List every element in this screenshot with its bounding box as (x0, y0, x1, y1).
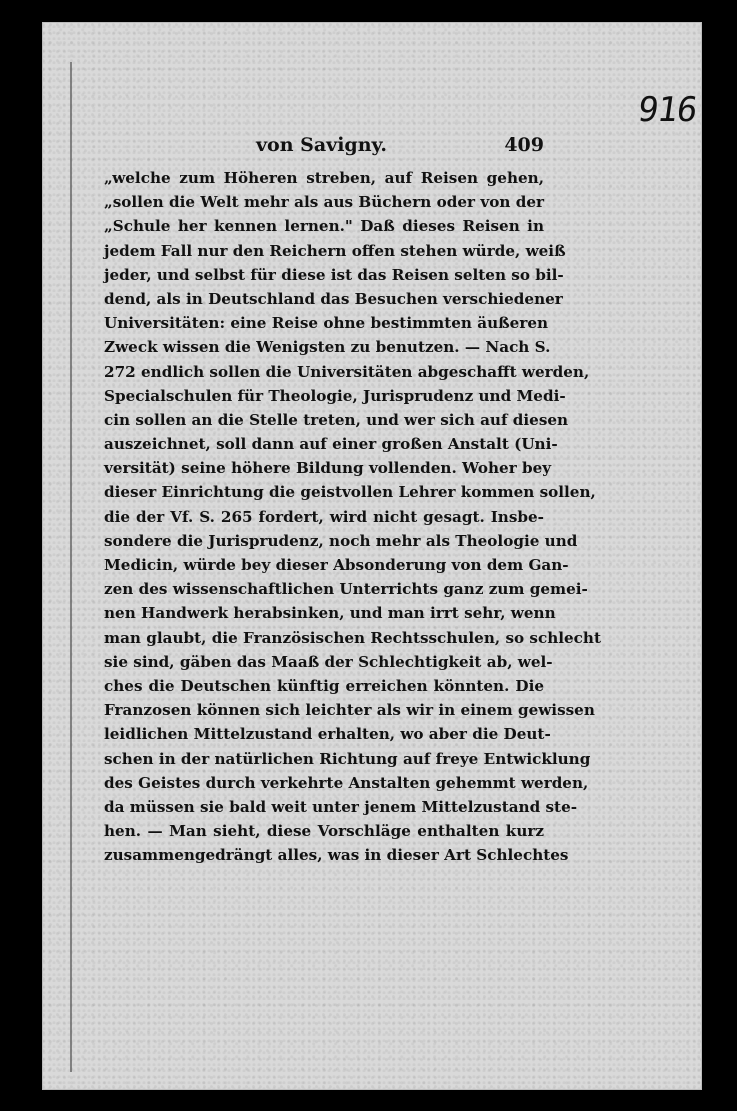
text-line: Specialschulen für Theologie, Jurisprudenz und Medi- (104, 386, 566, 405)
text-line: dend, als in Deutschland das Besuchen verschiedener (104, 289, 563, 308)
text-line: Universitäten: eine Reise ohne bestimmten äußeren (104, 314, 549, 333)
text-line: „Schule her kennen lernen." Daß dieses Reisen in (104, 217, 544, 236)
text-line: jeder, und selbst für diese ist das Reisen selten so bil- (104, 265, 564, 284)
body-text (104, 166, 601, 867)
text-line: die der Vf. S. 265 fordert, wird nicht gesagt. Insbe- (104, 507, 544, 526)
text-line: zusammengedrängt alles, was in dieser Art Schlechtes (104, 846, 569, 865)
archive-number: 916 (635, 90, 700, 130)
text-line: ches die Deutschen künftig erreichen könnten. Die (104, 676, 544, 695)
text-line: nen Handwerk herabsinken, und man irrt sehr, wenn (104, 604, 556, 623)
text-line: man glaubt, die Französischen Rechtsschulen, so schlecht (104, 628, 601, 647)
text-line: leidlichen Mittelzustand erhalten, wo aber die Deut- (104, 725, 551, 744)
text-line: dieser Einrichtung die geistvollen Lehrer kommen sollen, (104, 483, 596, 502)
text-line: Franzosen können sich leichter als wir in einem gewissen (104, 701, 595, 720)
running-title: von Savigny. (256, 134, 388, 156)
text-line: jedem Fall nur den Reichern offen stehen würde, weiß (104, 241, 566, 260)
text-line: cin sollen an die Stelle treten, und wer sich auf diesen (104, 410, 569, 429)
text-line: des Geistes durch verkehrte Anstalten gehemmt werden, (104, 773, 589, 792)
text-line: da müssen sie bald weit unter jenem Mittelzustand ste- (104, 797, 578, 816)
text-line: 272 endlich sollen die Universitäten abgeschafft werden, (104, 362, 590, 381)
text-line: Medicin, würde bey dieser Absonderung von dem Gan- (104, 556, 569, 574)
text-line: auszeichnet, soll dann auf einer großen Anstalt (Uni- (104, 435, 558, 454)
page-number: 409 (504, 134, 544, 156)
text-line: sie sind, gäben das Maaß der Schlechtigkeit ab, wel- (104, 652, 553, 671)
text-line: hen. — Man sieht, diese Vorschläge enthalten kurz (104, 822, 544, 841)
running-head (104, 134, 544, 160)
text-line: sondere die Jurisprudenz, noch mehr als Theologie und (104, 531, 578, 550)
page-left-edge (70, 62, 72, 1072)
text-line: versität) seine höhere Bildung vollenden. Woher bey (104, 459, 552, 478)
text-line: Zweck wissen die Wenigsten zu benutzen. — Nach S. (104, 338, 551, 357)
text-line: schen in der natürlichen Richtung auf freye Entwicklung (104, 749, 591, 768)
text-line: zen des wissenschaftlichen Unterrichts ganz zum gemei- (104, 580, 588, 599)
text-line: „welche zum Höheren streben, auf Reisen gehen, (104, 169, 544, 187)
text-line: „sollen die Welt mehr als aus Büchern oder von der (104, 193, 544, 212)
